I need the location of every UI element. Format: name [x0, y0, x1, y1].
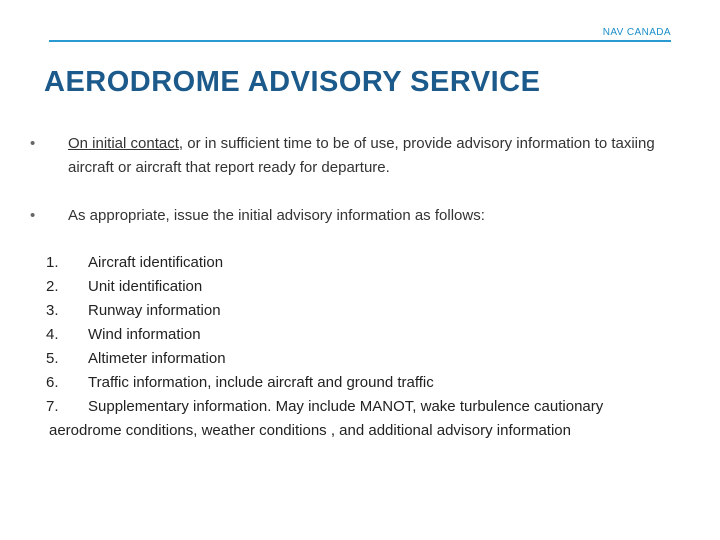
- bullet-list: [28, 132, 668, 228]
- bullet-text-rest: , or in sufficient time to be of use, provide advisory information to taxiing aircraft or aircraft that report ready for departure.: [68, 135, 655, 176]
- page-title: AERODROME ADVISORY SERVICE: [44, 66, 541, 98]
- list-text: Runway information: [88, 302, 221, 319]
- list-text: Aircraft identification: [88, 254, 224, 271]
- bullet-item: [28, 204, 668, 228]
- list-text: Unit identification: [88, 278, 203, 295]
- list-continuation: aerodrome conditions, weather conditions , and additional advisory information: [49, 422, 571, 439]
- list-item: [46, 347, 676, 371]
- list-number: 2.: [46, 278, 59, 295]
- list-text: Traffic information, include aircraft and ground traffic: [88, 374, 434, 391]
- list-number: 3.: [46, 302, 59, 319]
- bullet-marker: •: [30, 207, 36, 224]
- underlined-phrase: On initial contact: [68, 135, 179, 152]
- brand-label: NAV CANADA: [602, 27, 671, 38]
- list-text: Altimeter information: [88, 350, 226, 367]
- list-item: [46, 275, 676, 299]
- list-number: 5.: [46, 350, 59, 367]
- list-text: Supplementary information. May include MANOT, wake turbulence cautionary: [88, 398, 604, 415]
- list-item: [46, 299, 676, 323]
- list-number: 4.: [46, 326, 59, 343]
- list-item: [46, 371, 676, 395]
- numbered-list: [46, 251, 676, 443]
- bullet-text: [68, 132, 668, 180]
- list-item: [46, 395, 676, 419]
- bullet-marker: •: [30, 135, 36, 152]
- list-item: [46, 323, 676, 347]
- list-text: Wind information: [88, 326, 201, 343]
- list-number: 7.: [46, 398, 59, 415]
- list-number: 1.: [46, 254, 59, 271]
- list-number: 6.: [46, 374, 59, 391]
- bullet-item: [28, 132, 668, 180]
- list-item: [46, 251, 676, 275]
- bullet-text: As appropriate, issue the initial advisory information as follows:: [68, 207, 485, 224]
- header-divider: [49, 40, 671, 42]
